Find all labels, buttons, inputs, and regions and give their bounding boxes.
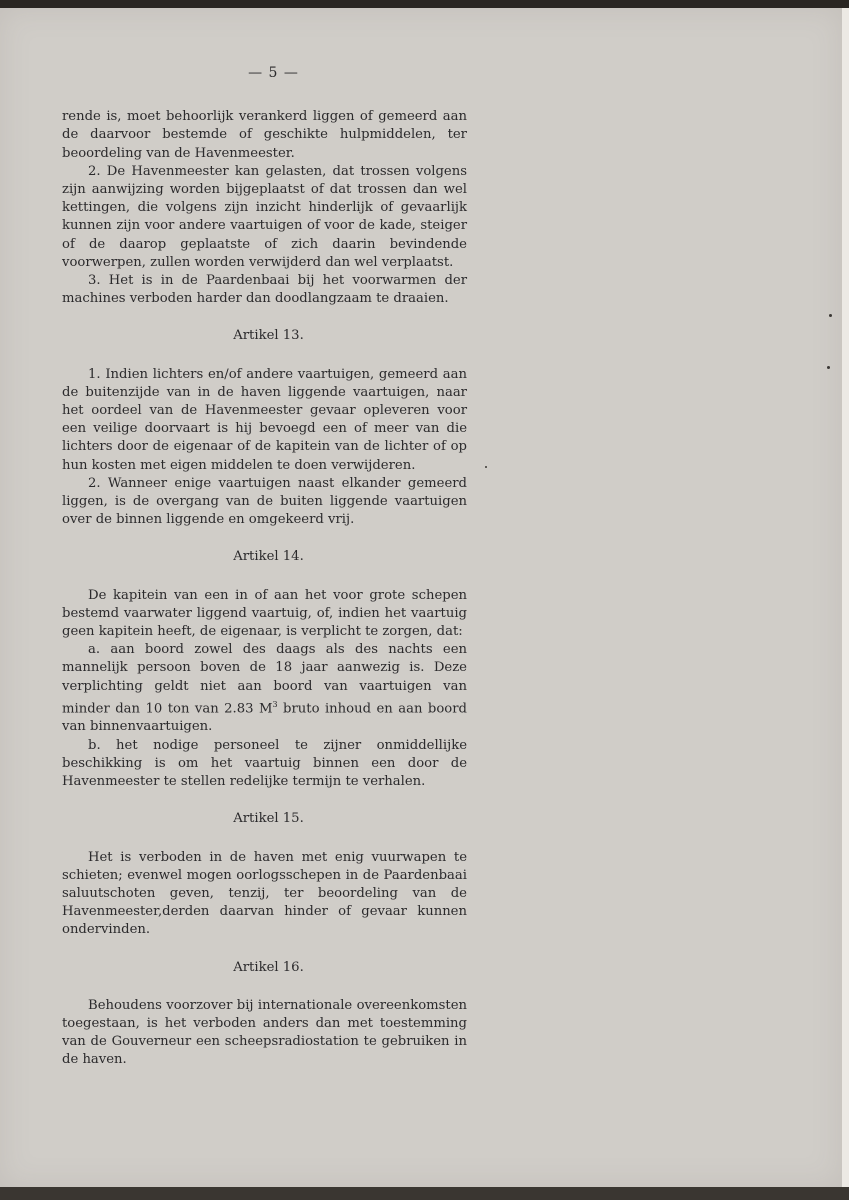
paragraph-art16: Behoudens voorzover bij internationale overeenkomsten toegestaan, is het verboden anders dan met toestemming van de Gouverneur een scheepsradiostation te gebruiken in de haven. xyxy=(62,997,467,1068)
paragraph-art14-b: b. het nodige personeel te zijner onmiddellijke beschikking is om het vaartuig binnen een door de Havenmeester te stellen redelijke termijn te verhalen. xyxy=(62,737,467,790)
page-number: — 5 — xyxy=(248,65,299,81)
heading-artikel-16: Artikel 16. xyxy=(233,959,304,975)
paper-speck xyxy=(827,366,830,369)
paragraph-art12-2: 2. De Havenmeester kan gelasten, dat trossen volgens zijn aanwijzing worden bijgeplaatst of dat trossen dan wel kettingen, die volgens zijn inzicht hinderlijk of gevaarlijk kunnen zijn voor andere vaartuigen of voor de kade, steiger of de daarop geplaatste of zich daarin bevindende voorwerpen, zullen worden verwijderd dan wel verplaatst. xyxy=(62,163,467,270)
scan-bottom-border xyxy=(0,1187,849,1200)
paragraph-art13-1: 1. Indien lichters en/of andere vaartuigen, gemeerd aan de buitenzijde van in de haven liggende vaartuigen, naar het oordeel van de Havenmeester gevaar opleveren voor een veilige doorvaart is hij bevoegd een of meer van die lichters door de eigenaar of de kapitein van de lichter of op hun kosten met eigen middelen te doen verwijderen. xyxy=(62,366,467,473)
page-edge xyxy=(842,8,849,1187)
paper-speck xyxy=(829,314,832,317)
art14-a-text-end: bruto inhoud en aan boord van binnenvaartuigen. xyxy=(62,701,467,735)
paper-speck xyxy=(485,466,487,468)
heading-artikel-15: Artikel 15. xyxy=(233,811,304,827)
text-column xyxy=(62,64,467,1070)
paragraph-continuation: rende is, moet behoorlijk verankerd liggen of gemeerd aan de daarvoor bestemde of geschikte hulpmiddelen, ter beoordeling van de Havenmeester. xyxy=(62,109,467,161)
scan-top-border xyxy=(0,0,849,8)
art14-a-superscript: 3 xyxy=(272,699,278,709)
paragraph-art14-a xyxy=(62,641,467,736)
paragraph-art14-intro: De kapitein van een in of aan het voor grote schepen bestemd vaarwater liggend vaartuig, of, indien het vaartuig geen kapitein heeft, de eigenaar, is verplicht te zorgen, dat: xyxy=(62,587,467,640)
heading-artikel-13: Artikel 13. xyxy=(233,328,304,344)
paragraph-art15: Het is verboden in de haven met enig vuurwapen te schieten; evenwel mogen oorlogsschepen in de Paardenbaai saluutschoten geven, tenzij, ter beoordeling van de Havenmeester,derden daarvan hinder of gevaar kunnen ondervinden. xyxy=(62,849,467,938)
paragraph-art13-2: 2. Wanneer enige vaartuigen naast elkander gemeerd liggen, is de overgang van de buiten liggende vaartuigen over de binnen liggende en omgekeerd vrij. xyxy=(62,475,467,528)
paragraph-art12-3: 3. Het is in de Paardenbaai bij het voorwarmen der machines verboden harder dan doodlangzaam te draaien. xyxy=(62,273,467,307)
art14-a-text: a. aan boord zowel des daags als des nachts een mannelijk persoon boven de 18 jaar aanwezig is. Deze verplichting geldt niet aan boord van vaartuigen van minder dan 10 ton van 2.83 M xyxy=(62,642,467,717)
heading-artikel-14: Artikel 14. xyxy=(233,549,304,565)
